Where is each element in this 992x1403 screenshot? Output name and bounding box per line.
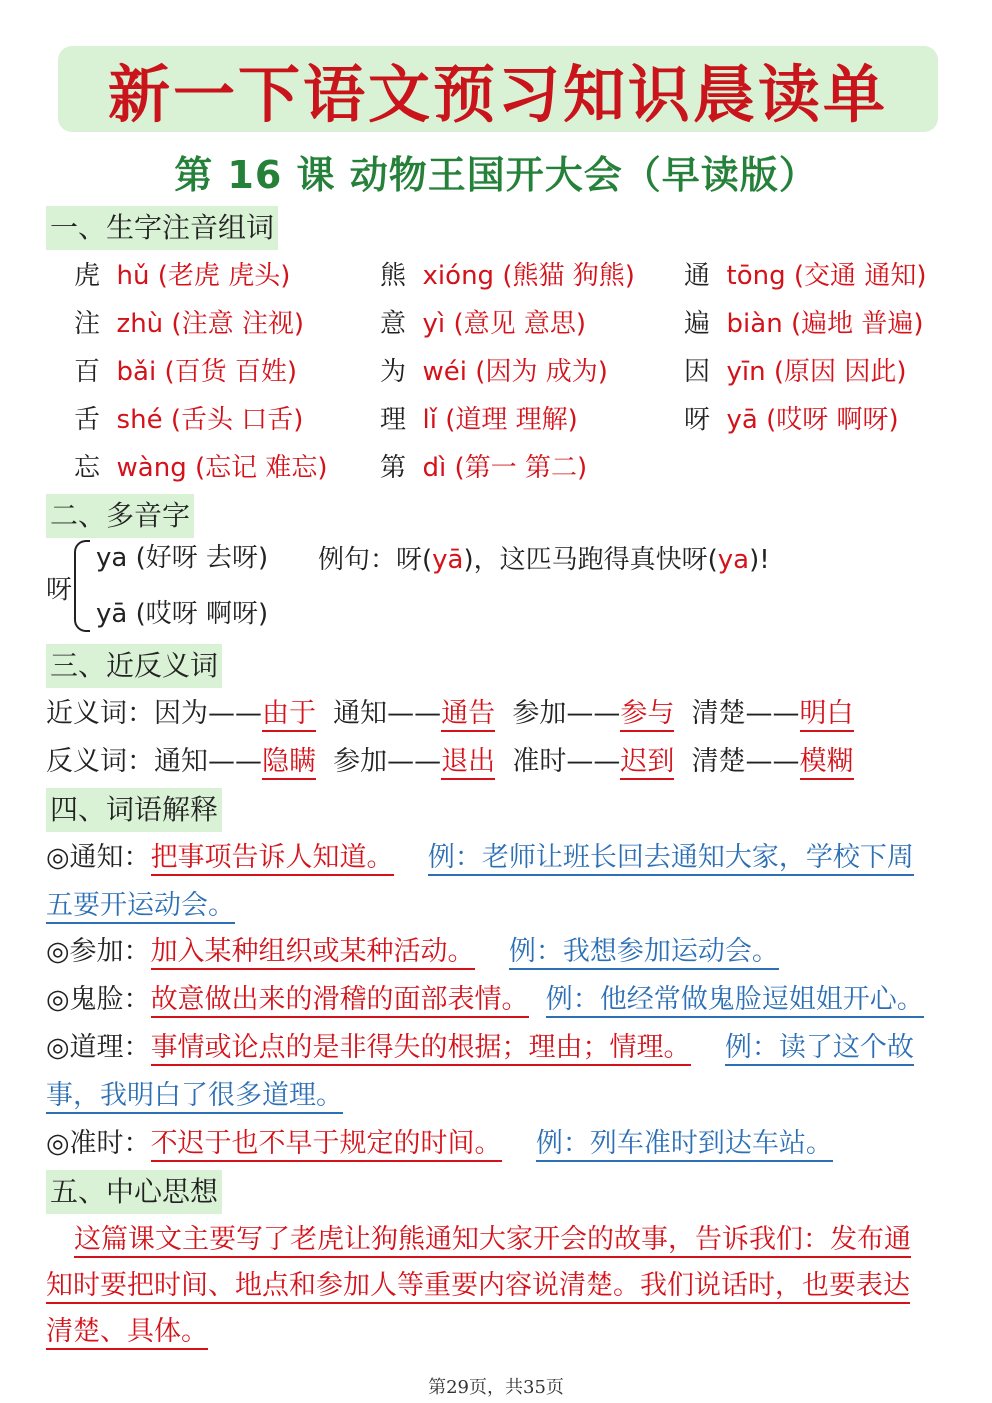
char-entry: 因 yīn (原因 因此)	[684, 357, 907, 387]
explanation-item: ◎准时：不迟于也不早于规定的时间。 例：列车准时到达车站。	[46, 1124, 833, 1164]
explanation-item: ◎通知：把事项告诉人知道。 例：老师让班长回去通知大家，学校下周	[46, 838, 914, 878]
section-heading-4: 四、词语解释	[46, 788, 222, 832]
explanation-item: ◎参加：加入某种组织或某种活动。 例：我想参加运动会。	[46, 932, 779, 972]
char-entry: 意 yì (意见 意思)	[380, 309, 586, 339]
char-entry: 注 zhù (注意 注视)	[74, 309, 304, 339]
central-idea-line: 这篇课文主要写了老虎让狗熊通知大家开会的故事，告诉我们：发布通	[74, 1220, 911, 1260]
central-idea-line: 知时要把时间、地点和参加人等重要内容说清楚。我们说话时，也要表达	[46, 1266, 910, 1306]
section-heading-1: 一、生字注音组词	[46, 206, 278, 250]
title-part1: 新一下语文预习	[107, 57, 563, 131]
central-idea-line: 清楚、具体。	[46, 1312, 208, 1352]
lesson-subtitle: 第 16 课 动物王国开大会（早读版）	[174, 153, 818, 197]
explanation-item-cont: 五要开运动会。	[46, 886, 235, 926]
char-entry: 舌 shé (舌头 口舌)	[74, 405, 304, 435]
char-entry: 熊 xióng (熊猫 狗熊)	[380, 261, 635, 291]
brace-icon	[74, 540, 90, 632]
antonym-line: 反义词：通知——隐瞒 参加——退出 准时——迟到 清楚——模糊	[46, 742, 854, 782]
polyphone-example: 例句：呀(yā)，这匹马跑得真快呀(ya)!	[318, 545, 770, 575]
char-entry: 虎 hǔ (老虎 虎头)	[74, 261, 291, 291]
explanation-item: ◎道理：事情或论点的是非得失的根据；理由；情理。 例：读了这个故	[46, 1028, 914, 1068]
explanation-item-cont: 事，我明白了很多道理。	[46, 1076, 343, 1116]
title-part2: 知识晨读单	[563, 57, 889, 131]
char-entry: 通 tōng (交通 通知)	[684, 261, 927, 291]
page-title	[108, 45, 888, 134]
char-entry: 遍 biàn (遍地 普遍)	[684, 309, 924, 339]
synonym-line: 近义词：因为——由于 通知——通告 参加——参与 清楚——明白	[46, 694, 854, 734]
title-banner	[58, 46, 938, 132]
polyphone-reading-1: ya (好呀 去呀)	[96, 543, 269, 573]
section-heading-2: 二、多音字	[46, 494, 194, 538]
char-entry: 忘 wàng (忘记 难忘)	[74, 453, 328, 483]
polyphone-reading-2: yā (哎呀 啊呀)	[96, 599, 269, 629]
section-heading-5: 五、中心思想	[46, 1170, 222, 1214]
section-heading-3: 三、近反义词	[46, 644, 222, 688]
char-entry: 第 dì (第一 第二)	[380, 453, 588, 483]
char-entry: 为 wéi (因为 成为)	[380, 357, 608, 387]
char-entry: 呀 yā (哎呀 啊呀)	[684, 405, 899, 435]
page-footer: 第29页，共35页	[428, 1377, 564, 1398]
explanation-item: ◎鬼脸：故意做出来的滑稽的面部表情。 例：他经常做鬼脸逗姐姐开心。	[46, 980, 924, 1020]
polyphone-char: 呀	[46, 575, 73, 605]
char-entry: 百 bǎi (百货 百姓)	[74, 357, 298, 387]
char-entry: 理 lǐ (道理 理解)	[380, 405, 578, 435]
